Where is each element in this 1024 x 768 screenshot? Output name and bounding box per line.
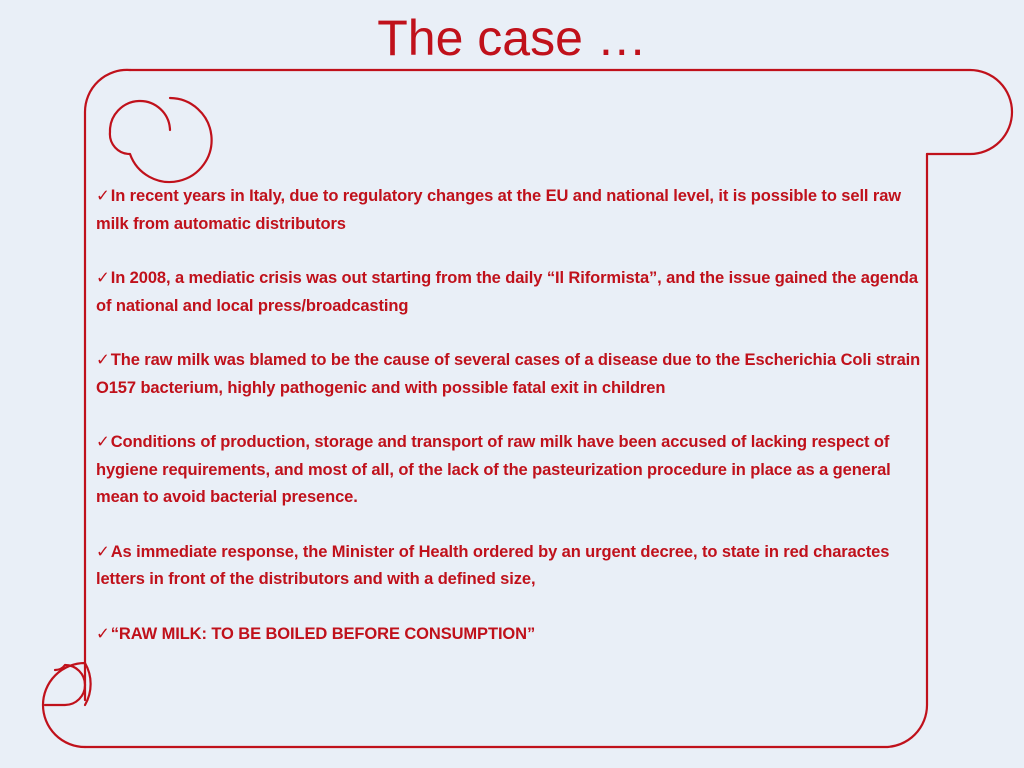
check-icon: ✓ bbox=[96, 542, 110, 561]
scroll-top-spiral bbox=[110, 98, 212, 182]
bullet-item bbox=[96, 621, 922, 649]
check-icon: ✓ bbox=[96, 269, 110, 287]
bullet-text: Conditions of production, storage and transport of raw milk have been accused of lacking respect of hygiene requirements, and most of all, of the lack of the pasteurization procedure in place as a general mean to avoid bacterial presence. bbox=[96, 433, 891, 506]
scroll-top-band bbox=[130, 70, 1012, 154]
bullet-list bbox=[96, 183, 922, 675]
bullet-text: In 2008, a mediatic crisis was out starting from the daily “Il Riformista”, and the issue gained the agenda of national and local press/broadcasting bbox=[96, 269, 918, 315]
scroll-bottom-spiral bbox=[45, 665, 85, 705]
check-icon: ✓ bbox=[96, 187, 110, 205]
slide-title: The case … bbox=[377, 10, 647, 66]
check-icon: ✓ bbox=[96, 624, 110, 643]
bullet-text: As immediate response, the Minister of Health ordered by an urgent decree, to state in red charactes letters in front of the distributors and with a defined size, bbox=[96, 542, 890, 588]
bullet-text: The raw milk was blamed to be the cause of several cases of a disease due to the Escherichia Coli strain O157 bacterium, highly pathogenic and with possible fatal exit in children bbox=[96, 351, 921, 397]
check-icon: ✓ bbox=[96, 351, 110, 369]
bullet-item bbox=[96, 429, 922, 512]
bullet-text: In recent years in Italy, due to regulatory changes at the EU and national level, it is possible to sell raw milk from automatic distributors bbox=[96, 187, 902, 233]
check-icon: ✓ bbox=[96, 433, 110, 451]
bullet-text: “RAW MILK: TO BE BOILED BEFORE CONSUMPTION” bbox=[110, 624, 536, 643]
bullet-item bbox=[96, 347, 922, 402]
bullet-item bbox=[96, 183, 922, 238]
bullet-item bbox=[96, 539, 922, 594]
bullet-item bbox=[96, 265, 922, 320]
